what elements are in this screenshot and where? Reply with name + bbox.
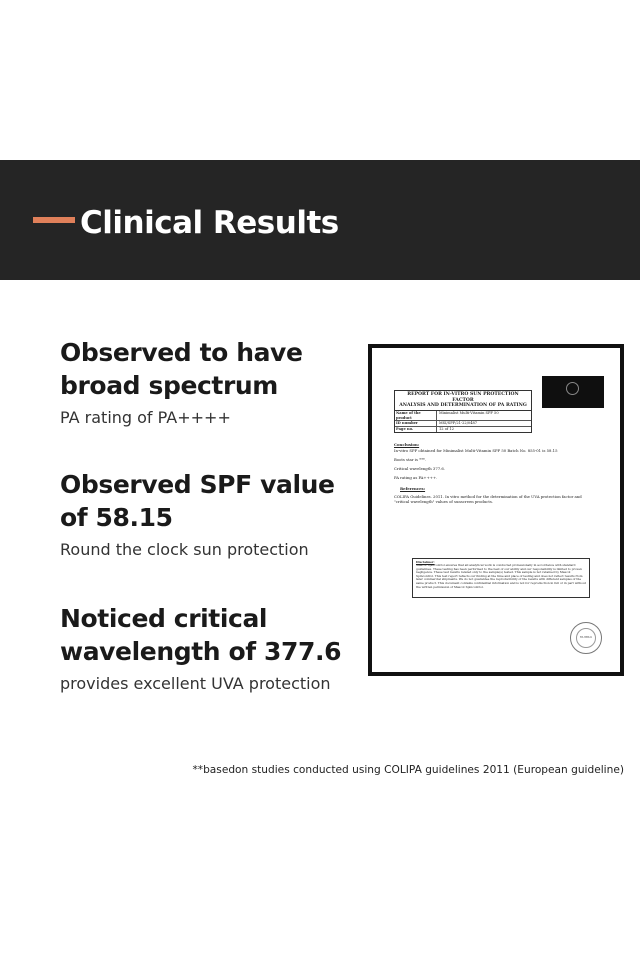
claim-spf-value [60, 468, 360, 560]
references-heading: References: [400, 486, 426, 491]
table-row: Page no. 12 of 12 [396, 427, 454, 432]
claim-broad-spectrum [60, 336, 360, 428]
report-title: REPORT FOR IN-VITRO SUN PROTECTION FACTOR ANALYSIS AND DETERMINATION OF PA RATING [395, 391, 531, 411]
disclaimer-box: Disclaimer: Mascot Spincontrol ensures that all analytical work is conducted professionally in accordance with standard guidelines. These testing has been performed to the best of our ability and our responsibility is limited to proven negligence. These test results related only to the sample(s) tested. This sample is not retained by Mascot Spincontrol. This test report reflects our finding at the time and place of testing and does not reflect results from later commercial shipments. We do not guarantee the reproducibility of the results with different samples of the same product. This document contains confidential information and is not for reproduction in full or in part without the written permission of Mascot Spincontrol. [412, 558, 590, 598]
page-title: Clinical Results [80, 205, 339, 241]
lab-logo [542, 376, 604, 408]
references-text: COLIPA Guidelines. 2011. In vitro method for the determination of the UVA protection factor and "critical wavelength" values of sunscreen products. [394, 494, 582, 504]
logo-icon [566, 382, 579, 395]
claim-heading: Noticed critical wavelength of 377.6 [60, 604, 342, 666]
claim-heading: Observed to have broad spectrum [60, 338, 303, 400]
pa-rating: PA rating as PA++++. [394, 475, 438, 480]
report-document [394, 370, 598, 650]
report-header-table [394, 390, 532, 433]
claim-detail: Round the clock sun protection [60, 540, 309, 559]
boots-star: Boots star is ***. [394, 457, 427, 462]
conclusion-text: In-vitro SPF obtained for Minimalist Multi-Vitamin SPF 50 Batch No. 855-01 is 58.15 [394, 448, 558, 453]
footnote: **basedon studies conducted using COLIPA guidelines 2011 (European guideline) [192, 764, 624, 776]
critical-wavelength: Critical wavelength 377.6. [394, 466, 445, 471]
claim-detail: provides excellent UVA protection [60, 674, 331, 693]
claim-heading: Observed SPF value of 58.15 [60, 470, 335, 532]
table-row: ID number MSI/SPF/21-22/0487 [395, 421, 531, 427]
conclusion-heading: Conclusion: [394, 442, 420, 447]
accent-bar [33, 217, 75, 223]
framed-report [368, 344, 624, 676]
claim-detail: PA rating of PA++++ [60, 408, 231, 427]
claim-critical-wavelength [60, 602, 360, 694]
table-row: Name of the product Minimalist Multi-Vitamin SPF 50 [395, 411, 531, 422]
seal-stamp: MUMBAI [570, 622, 602, 654]
